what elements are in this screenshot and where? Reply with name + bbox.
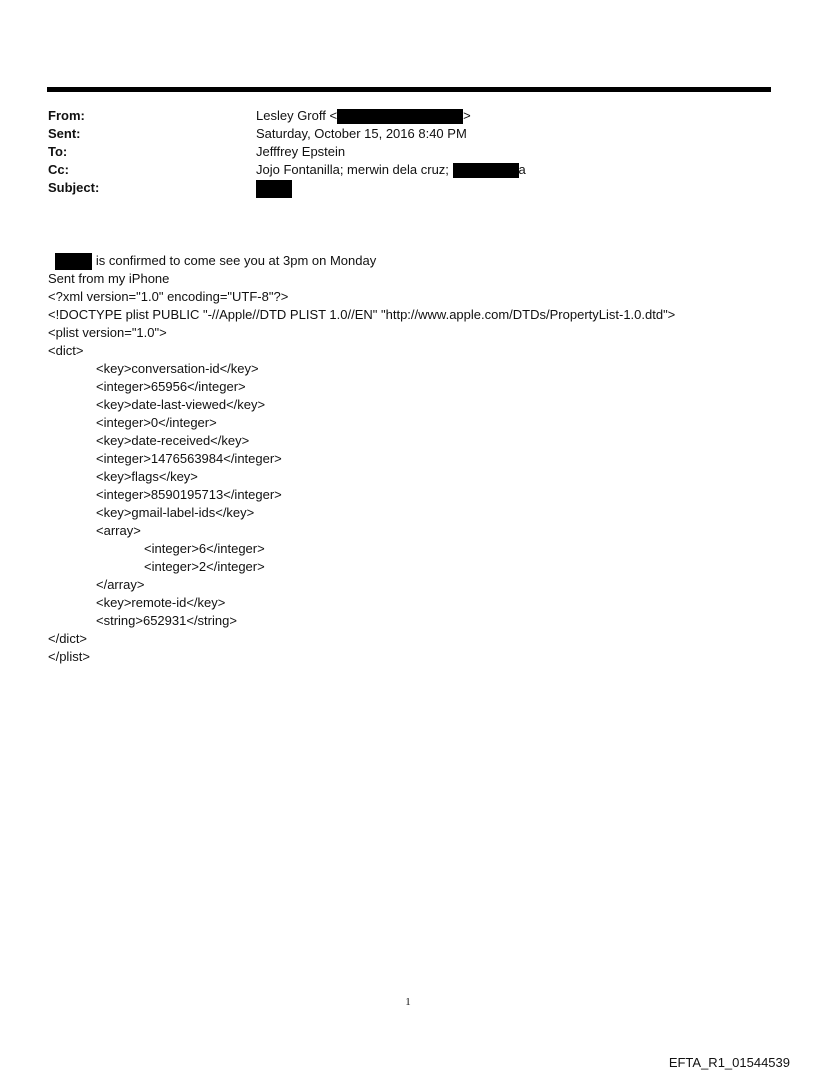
body-line: <string>652931</string>	[96, 613, 237, 628]
sent-value: Saturday, October 15, 2016 8:40 PM	[256, 126, 467, 141]
body-line: <integer>6</integer>	[144, 541, 265, 556]
from-value	[256, 107, 471, 125]
bates-number: EFTA_R1_01544539	[668, 1055, 790, 1070]
body-line: </plist>	[48, 649, 90, 664]
body-line: </dict>	[48, 631, 88, 646]
body-line: <integer>65956</integer>	[96, 379, 246, 394]
subject-label: Subject:	[48, 180, 100, 195]
from-label: From:	[48, 108, 85, 123]
cc-tail: a	[518, 162, 526, 177]
redaction-box	[256, 180, 292, 198]
redaction-box	[55, 253, 92, 270]
body-line: <key>flags</key>	[96, 469, 198, 484]
body-line: <!DOCTYPE plist PUBLIC "-//Apple//DTD PLIST 1.0//EN" "http://www.apple.com/DTDs/PropertyList-1.0.dtd">	[48, 307, 676, 322]
to-label: To:	[48, 144, 68, 159]
body-line: <key>remote-id</key>	[96, 595, 226, 610]
redaction-box	[337, 109, 463, 124]
body-line: <integer>1476563984</integer>	[96, 451, 282, 466]
body-line: <key>date-last-viewed</key>	[96, 397, 266, 412]
body-line: <integer>2</integer>	[144, 559, 265, 574]
body-line: <array>	[96, 523, 141, 538]
body-line: </array>	[96, 577, 145, 592]
cc-names: Jojo Fontanilla; merwin dela cruz;	[256, 162, 453, 177]
body-line: <dict>	[48, 343, 84, 358]
to-value: Jefffrey Epstein	[256, 144, 346, 159]
body-line: <key>date-received</key>	[96, 433, 250, 448]
from-close: >	[463, 108, 471, 123]
page-number: 1	[405, 996, 411, 1008]
body-line: <?xml version="1.0" encoding="UTF-8"?>	[48, 289, 289, 304]
body-line: <key>conversation-id</key>	[96, 361, 259, 376]
body-line: <integer>0</integer>	[96, 415, 217, 430]
message-text: is confirmed to come see you at 3pm on Monday	[92, 253, 377, 268]
header-rule	[47, 87, 771, 92]
body-line: <key>gmail-label-ids</key>	[96, 505, 255, 520]
body-line: <plist version="1.0">	[48, 325, 167, 340]
redaction-box	[453, 163, 519, 178]
sent-label: Sent:	[48, 126, 81, 141]
from-name: Lesley Groff <	[256, 108, 338, 123]
message-line	[48, 234, 376, 270]
body-line: Sent from my iPhone	[48, 271, 170, 286]
body-line: <integer>8590195713</integer>	[96, 487, 282, 502]
cc-value	[256, 161, 526, 179]
cc-label: Cc:	[48, 162, 69, 177]
subject-value	[256, 179, 292, 198]
